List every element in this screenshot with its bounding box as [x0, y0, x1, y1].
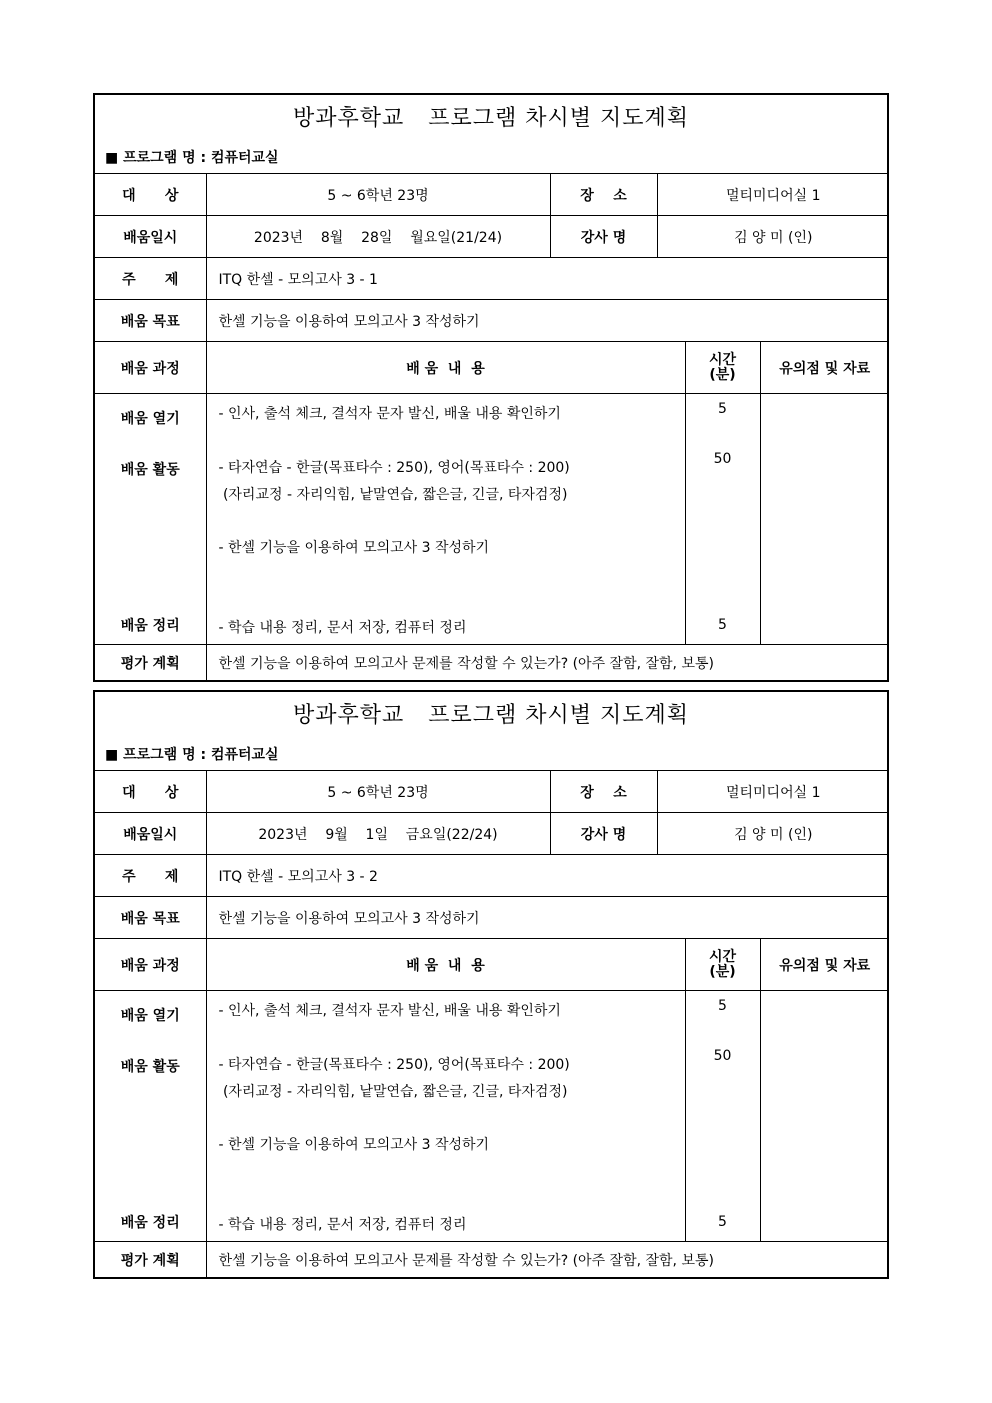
process-column — [95, 394, 206, 645]
time-header-line2: (분) — [709, 963, 736, 980]
eval-value: 한셀 기능을 이용하여 모의고사 문제를 작성할 수 있는가? (아주 잘함, 잘함, 보통) — [206, 645, 889, 681]
goal-value: 한셀 기능을 이용하여 모의고사 3 작성하기 — [206, 897, 889, 939]
target-label: 대 상 — [95, 771, 206, 813]
target-label: 대 상 — [95, 174, 206, 216]
step-label-close: 배움 정리 — [120, 1215, 180, 1231]
plan-table — [95, 174, 889, 680]
step-content-activity-detail: (자리교정 - 자리익힘, 낱말연습, 짧은글, 긴글, 타자검정) — [218, 1084, 568, 1100]
place-value: 멀티미디어실 1 — [657, 771, 889, 813]
process-header: 배움 과정 — [95, 939, 206, 991]
time-header-line1: 시간 — [708, 948, 737, 965]
place-label: 장 소 — [550, 771, 657, 813]
time-header-line2: (분) — [709, 366, 736, 383]
content-column — [206, 991, 685, 1242]
target-value: 5 ~ 6학년 23명 — [206, 771, 550, 813]
notes-header: 유의점 및 자료 — [760, 342, 889, 394]
teacher-label: 강사 명 — [550, 216, 657, 258]
date-value: 2023년 8월 28일 월요일(21/24) — [206, 216, 550, 258]
topic-value: ITQ 한셀 - 모의고사 3 - 1 — [206, 258, 889, 300]
program-name: ■ 프로그램 명 : 컴퓨터교실 — [105, 747, 279, 763]
eval-value: 한셀 기능을 이용하여 모의고사 문제를 작성할 수 있는가? (아주 잘함, 잘함, 보통) — [206, 1242, 889, 1278]
step-content-activity-detail: (자리교정 - 자리익힘, 낱말연습, 짧은글, 긴글, 타자검정) — [218, 487, 568, 503]
time-header — [685, 939, 760, 991]
plan-header — [95, 95, 887, 174]
step-content-activity-2: - 한셀 기능을 이용하여 모의고사 3 작성하기 — [218, 1137, 490, 1153]
step-content-activity-2: - 한셀 기능을 이용하여 모의고사 3 작성하기 — [218, 540, 490, 556]
step-content-open: - 인사, 출석 체크, 결석자 문자 발신, 배울 내용 확인하기 — [218, 1003, 561, 1019]
step-content-open: - 인사, 출석 체크, 결석자 문자 발신, 배울 내용 확인하기 — [218, 406, 561, 422]
date-label: 배움일시 — [95, 813, 206, 855]
process-header: 배움 과정 — [95, 342, 206, 394]
date-value: 2023년 9월 1일 금요일(22/24) — [206, 813, 550, 855]
plan-title: 방과후학교 프로그램 차시별 지도계획 — [293, 106, 689, 131]
goal-label: 배움 목표 — [95, 300, 206, 342]
eval-label: 평가 계획 — [95, 1242, 206, 1278]
notes-column — [760, 991, 889, 1242]
step-label-open: 배움 열기 — [120, 411, 180, 427]
step-content-close: - 학습 내용 정리, 문서 저장, 컴퓨터 정리 — [218, 620, 467, 636]
topic-label: 주 제 — [95, 258, 206, 300]
step-label-activity: 배움 활동 — [120, 462, 180, 478]
lesson-plan — [93, 690, 889, 1279]
topic-value: ITQ 한셀 - 모의고사 3 - 2 — [206, 855, 889, 897]
teacher-label: 강사 명 — [550, 813, 657, 855]
goal-value: 한셀 기능을 이용하여 모의고사 3 작성하기 — [206, 300, 889, 342]
program-name: ■ 프로그램 명 : 컴퓨터교실 — [105, 150, 279, 166]
time-column — [685, 394, 760, 645]
step-content-activity: - 타자연습 - 한글(목표타수 : 250), 영어(목표타수 : 200) — [218, 1057, 570, 1073]
step-content-activity: - 타자연습 - 한글(목표타수 : 250), 영어(목표타수 : 200) — [218, 460, 570, 476]
place-value: 멀티미디어실 1 — [657, 174, 889, 216]
step-time-activity: 50 — [713, 451, 732, 467]
place-label: 장 소 — [550, 174, 657, 216]
time-column — [685, 991, 760, 1242]
goal-label: 배움 목표 — [95, 897, 206, 939]
step-time-open: 5 — [718, 401, 727, 417]
step-time-close: 5 — [718, 1214, 727, 1230]
plan-title: 방과후학교 프로그램 차시별 지도계획 — [293, 703, 689, 728]
date-label: 배움일시 — [95, 216, 206, 258]
step-time-activity: 50 — [713, 1048, 732, 1064]
plan-header — [95, 692, 887, 771]
teacher-value: 김 양 미 (인) — [657, 216, 889, 258]
plan-table — [95, 771, 889, 1277]
step-content-close: - 학습 내용 정리, 문서 저장, 컴퓨터 정리 — [218, 1217, 467, 1233]
step-label-close: 배움 정리 — [120, 618, 180, 634]
time-header — [685, 342, 760, 394]
step-label-activity: 배움 활동 — [120, 1059, 180, 1075]
eval-label: 평가 계획 — [95, 645, 206, 681]
target-value: 5 ~ 6학년 23명 — [206, 174, 550, 216]
content-header: 배 움 내 용 — [206, 939, 685, 991]
step-time-open: 5 — [718, 998, 727, 1014]
time-header-line1: 시간 — [708, 351, 737, 368]
step-label-open: 배움 열기 — [120, 1008, 180, 1024]
process-column — [95, 991, 206, 1242]
notes-column — [760, 394, 889, 645]
topic-label: 주 제 — [95, 855, 206, 897]
notes-header: 유의점 및 자료 — [760, 939, 889, 991]
teacher-value: 김 양 미 (인) — [657, 813, 889, 855]
content-column — [206, 394, 685, 645]
lesson-plan — [93, 93, 889, 682]
step-time-close: 5 — [718, 617, 727, 633]
content-header: 배 움 내 용 — [206, 342, 685, 394]
